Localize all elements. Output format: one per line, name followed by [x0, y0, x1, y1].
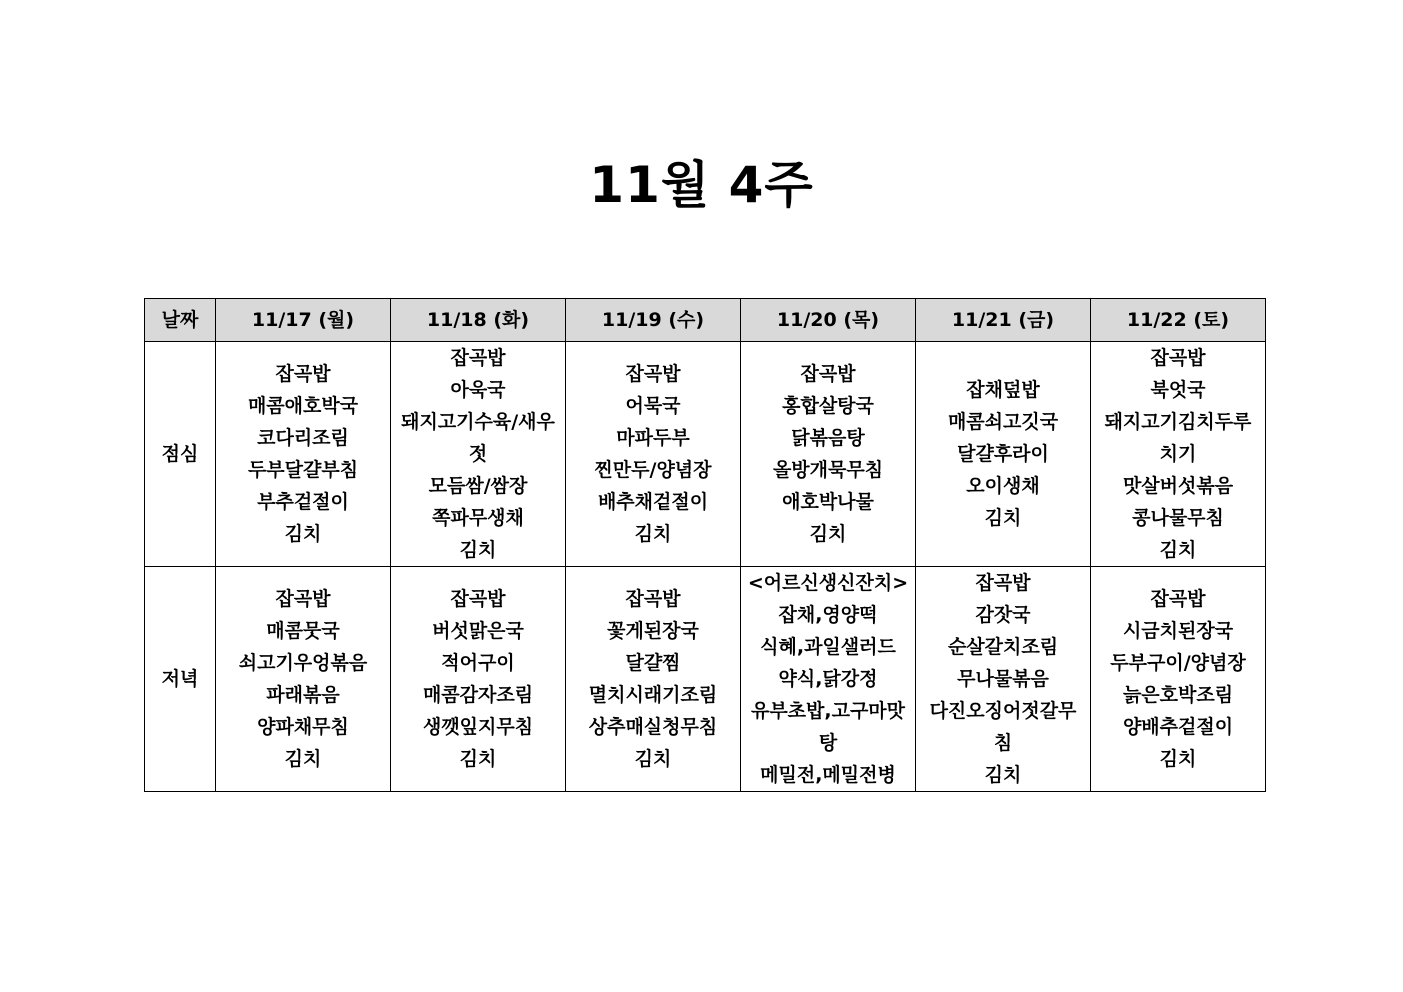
menu-item: 콩나물무침 — [1132, 507, 1224, 529]
menu-item: 김치 — [284, 748, 322, 770]
menu-item: 매콤애호박국 — [247, 395, 359, 417]
header-row — [145, 299, 1266, 342]
day-header: 11/17 (월) — [216, 299, 391, 342]
day-header: 11/18 (화) — [391, 299, 566, 342]
menu-item: 약식,닭강정 — [778, 668, 878, 690]
menu-item: <어르신생신잔치> — [747, 572, 909, 594]
day-header: 11/19 (수) — [566, 299, 741, 342]
menu-item: 오이생채 — [966, 475, 1040, 497]
menu-item: 양배추겉절이 — [1122, 716, 1234, 738]
menu-item: 김치 — [284, 523, 322, 545]
menu-item: 양파채무침 — [257, 716, 349, 738]
menu-item: 찐만두/양념장 — [594, 459, 712, 481]
dinner-row — [145, 567, 1266, 792]
menu-item: 꽃게된장국 — [607, 620, 699, 642]
menu-item: 매콤감자조림 — [422, 684, 534, 706]
menu-item: 어묵국 — [625, 395, 681, 417]
menu-cell — [216, 567, 391, 792]
menu-item: 잡곡밥 — [450, 588, 506, 610]
date-header: 날짜 — [145, 299, 216, 342]
menu-item: 김치 — [1159, 748, 1197, 770]
meal-label-lunch: 점심 — [145, 342, 216, 567]
menu-item: 시금치된장국 — [1122, 620, 1234, 642]
page-title: 11월 4주 — [589, 156, 814, 214]
menu-item: 애호박나물 — [782, 491, 874, 513]
menu-item: 달걀찜 — [625, 652, 681, 674]
menu-item: 올방개묵무침 — [772, 459, 884, 481]
menu-cell — [1091, 567, 1266, 792]
menu-item: 다진오징어젓갈무 — [929, 700, 1077, 722]
menu-item: 감잣국 — [975, 604, 1031, 626]
menu-cell — [741, 342, 916, 567]
menu-item: 잡채덮밥 — [966, 379, 1040, 401]
menu-item: 멸치시래기조림 — [588, 684, 718, 706]
menu-item: 파래볶음 — [266, 684, 340, 706]
menu-item: 생깻잎지무침 — [422, 716, 534, 738]
menu-item: 맛살버섯볶음 — [1122, 475, 1234, 497]
menu-item: 늙은호박조림 — [1122, 684, 1234, 706]
menu-item: 달걀후라이 — [957, 443, 1049, 465]
menu-cell — [566, 567, 741, 792]
menu-item: 잡곡밥 — [1150, 588, 1206, 610]
menu-item: 홍합살탕국 — [782, 395, 874, 417]
menu-item: 김치 — [634, 748, 672, 770]
menu-item: 김치 — [984, 507, 1022, 529]
menu-item: 김치 — [459, 539, 497, 561]
menu-item: 마파두부 — [616, 427, 690, 449]
menu-item: 김치 — [809, 523, 847, 545]
menu-item: 두부달걀부침 — [247, 459, 359, 481]
menu-item: 쪽파무생채 — [432, 507, 524, 529]
menu-cell — [916, 567, 1091, 792]
menu-item: 순살갈치조림 — [947, 636, 1059, 658]
menu-item: 잡곡밥 — [450, 347, 506, 369]
menu-item: 적어구이 — [441, 652, 515, 674]
day-header: 11/22 (토) — [1091, 299, 1266, 342]
menu-item: 침 — [993, 732, 1013, 754]
menu-item: 젓 — [468, 443, 488, 465]
day-header: 11/21 (금) — [916, 299, 1091, 342]
menu-item: 김치 — [1159, 539, 1197, 561]
lunch-row — [145, 342, 1266, 567]
menu-item: 식혜,과일샐러드 — [760, 636, 896, 658]
menu-item: 김치 — [634, 523, 672, 545]
menu-item: 김치 — [984, 764, 1022, 786]
menu-cell — [216, 342, 391, 567]
menu-cell — [1091, 342, 1266, 567]
menu-item: 잡곡밥 — [625, 588, 681, 610]
menu-item: 메밀전,메밀전병 — [760, 764, 896, 786]
menu-item: 잡곡밥 — [275, 363, 331, 385]
menu-item: 돼지고기수육/새우 — [401, 411, 555, 433]
menu-item: 매콤뭇국 — [266, 620, 340, 642]
menu-item: 무나물볶음 — [957, 668, 1049, 690]
menu-cell — [391, 567, 566, 792]
menu-cell — [916, 342, 1091, 567]
menu-item: 모듬쌈/쌈장 — [428, 475, 528, 497]
menu-item: 유부초밥,고구마맛 — [750, 700, 906, 722]
menu-item: 잡곡밥 — [275, 588, 331, 610]
menu-item: 상추매실청무침 — [588, 716, 718, 738]
menu-item: 북엇국 — [1150, 379, 1206, 401]
menu-item: 배추채겉절이 — [597, 491, 709, 513]
menu-item: 탕 — [818, 732, 838, 754]
menu-item: 돼지고기김치두루 — [1104, 411, 1252, 433]
menu-item: 잡곡밥 — [625, 363, 681, 385]
meal-schedule-table — [144, 298, 1266, 792]
menu-item: 닭볶음탕 — [791, 427, 865, 449]
menu-item: 부추겉절이 — [257, 491, 349, 513]
menu-item: 치기 — [1159, 443, 1197, 465]
menu-item: 김치 — [459, 748, 497, 770]
menu-cell — [391, 342, 566, 567]
menu-item: 잡채,영양떡 — [778, 604, 878, 626]
menu-item: 코다리조림 — [257, 427, 349, 449]
menu-item: 아욱국 — [450, 379, 506, 401]
day-header: 11/20 (목) — [741, 299, 916, 342]
menu-item: 두부구이/양념장 — [1110, 652, 1246, 674]
menu-cell — [566, 342, 741, 567]
menu-item: 잡곡밥 — [1150, 347, 1206, 369]
menu-item: 잡곡밥 — [975, 572, 1031, 594]
menu-item: 매콤쇠고깃국 — [947, 411, 1059, 433]
meal-label-dinner: 저녁 — [145, 567, 216, 792]
menu-item: 잡곡밥 — [800, 363, 856, 385]
menu-item: 쇠고기우엉볶음 — [238, 652, 368, 674]
menu-cell — [741, 567, 916, 792]
menu-item: 버섯맑은국 — [432, 620, 524, 642]
